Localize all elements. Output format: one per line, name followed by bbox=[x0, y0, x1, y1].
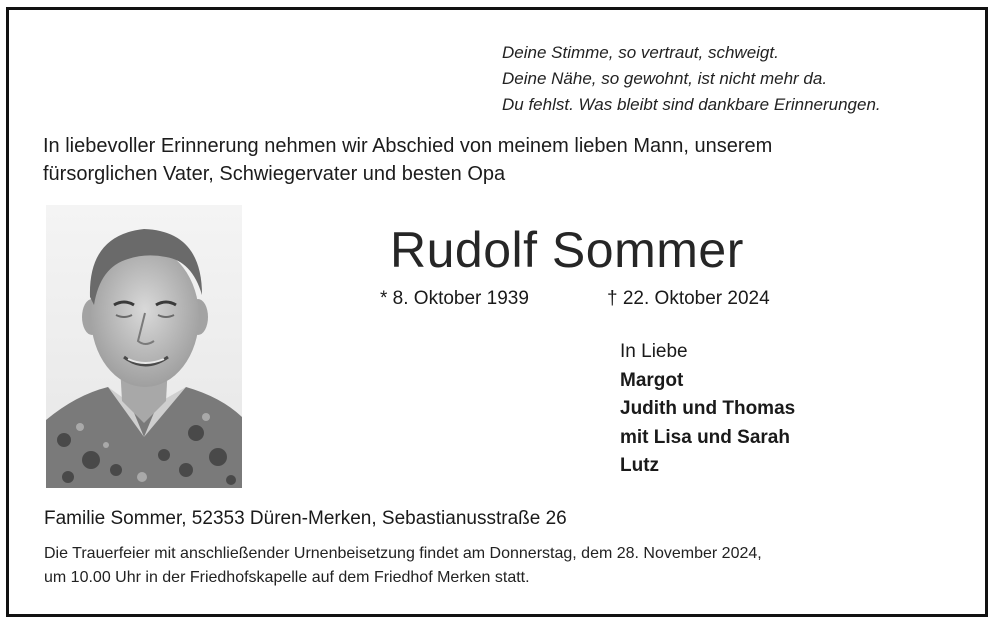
intro-line: In liebevoller Erinnerung nehmen wir Abschied von meinem lieben Mann, unserem bbox=[43, 135, 773, 157]
poem bbox=[502, 40, 881, 118]
signers-block bbox=[620, 338, 795, 481]
funeral-line: Die Trauerfeier mit anschließender Urnenbeisetzung findet am Donnerstag, dem 28. November 2024, bbox=[44, 545, 762, 562]
signer-name: Margot bbox=[620, 369, 684, 391]
funeral-notice bbox=[44, 542, 974, 590]
death-date: † 22. Oktober 2024 bbox=[607, 288, 770, 309]
funeral-line: um 10.00 Uhr in der Friedhofskapelle auf dem Friedhof Merken statt. bbox=[44, 569, 530, 586]
poem-line: Deine Nähe, so gewohnt, ist nicht mehr da. bbox=[502, 69, 828, 88]
signer-name: Lutz bbox=[620, 455, 660, 476]
portrait-illustration bbox=[46, 205, 242, 488]
intro-text bbox=[43, 132, 923, 188]
poem-line: Du fehlst. Was bleibt sind dankbare Erinnerungen. bbox=[502, 95, 881, 114]
birth-date: * 8. Oktober 1939 bbox=[380, 288, 529, 309]
deceased-name: Rudolf Sommer bbox=[390, 222, 744, 278]
signer-name: mit Lisa und Sarah bbox=[620, 426, 790, 448]
portrait-photo bbox=[46, 205, 242, 488]
intro-line: fürsorglichen Vater, Schwiegervater und besten Opa bbox=[43, 163, 506, 185]
family-address: Familie Sommer, 52353 Düren-Merken, Sebastianusstraße 26 bbox=[44, 508, 567, 529]
signers-intro: In Liebe bbox=[620, 341, 688, 362]
signer-name: Judith und Thomas bbox=[620, 398, 796, 419]
poem-line: Deine Stimme, so vertraut, schweigt. bbox=[502, 43, 779, 62]
